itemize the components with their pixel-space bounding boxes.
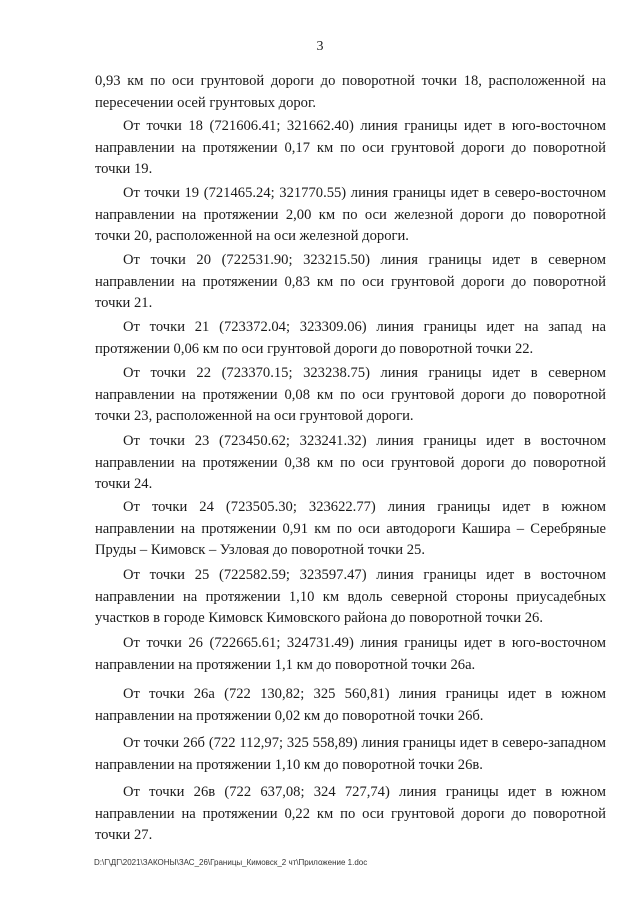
paragraph-point-26v: От точки 26в (722 637,08; 324 727,74) линия границы идет в южном направлении на протяжении 0,22 км по оси грунтовой дороги до поворотной точки 27. [95,784,606,844]
page-number: 3 [316,39,324,54]
paragraph-point-25: От точки 25 (722582.59; 323597.47) линия границы идет в восточном направлении на протяжении 1,10 км вдоль северной стороны приусадебных участков в городе Кимовск Кимовского района до поворотной точки 26. [95,567,606,627]
paragraph-point-26: От точки 26 (722665.61; 324731.49) линия границы идет в юго-восточном направлении на протяжении 1,1 км до поворотной точки 26а. [95,635,606,673]
paragraph-point-21: От точки 21 (723372.04; 323309.06) линия границы идет на запад на протяжении 0,06 км по оси грунтовой дороги до поворотной точки 22. [95,319,606,357]
footer-file-path: D:\Г\ДГ\2021\ЗАКОНЫ\ЗАС_26\Границы_Кимовск_2 чт\Приложение 1.doc [94,858,368,867]
paragraph-point-22: От точки 22 (723370.15; 323238.75) линия границы идет в северном направлении на протяжении 0,08 км по оси грунтовой дороги до поворотной точки 23, расположенной на оси грунтовой дороги. [95,365,606,425]
paragraph-point-20: От точки 20 (722531.90; 323215.50) линия границы идет в северном направлении на протяжении 0,83 км по оси грунтовой дороги до поворотной точки 21. [95,252,606,312]
paragraph-point-26b: От точки 26б (722 112,97; 325 558,89) линия границы идет в северо-западном направлении на протяжении 1,10 км до поворотной точки 26в. [95,735,606,773]
paragraph-point-18: От точки 18 (721606.41; 321662.40) линия границы идет в юго-восточном направлении на протяжении 0,17 км по оси грунтовой дороги до поворотной точки 19. [95,118,606,178]
paragraph-point-26a: От точки 26а (722 130,82; 325 560,81) линия границы идет в южном направлении на протяжении 0,02 км до поворотной точки 26б. [95,686,606,724]
paragraph-point-19: От точки 19 (721465.24; 321770.55) линия границы идет в северо-восточном направлении на протяжении 2,00 км по оси железной дороги до поворотной точки 20, расположенной на оси железной дороги. [95,185,606,245]
paragraph-point-24: От точки 24 (723505.30; 323622.77) линия границы идет в южном направлении на протяжении 0,91 км по оси автодороги Кашира – Серебряные Пруды – Кимовск – Узловая до поворотной точки 25. [95,499,606,559]
paragraph-point-23: От точки 23 (723450.62; 323241.32) линия границы идет в восточном направлении на протяжении 0,38 км по оси грунтовой дороги до поворотной точки 24. [95,433,606,493]
paragraph-continuation: 0,93 км по оси грунтовой дороги до поворотной точки 18, расположенной на пересечении осей грунтовых дорог. [95,73,606,111]
